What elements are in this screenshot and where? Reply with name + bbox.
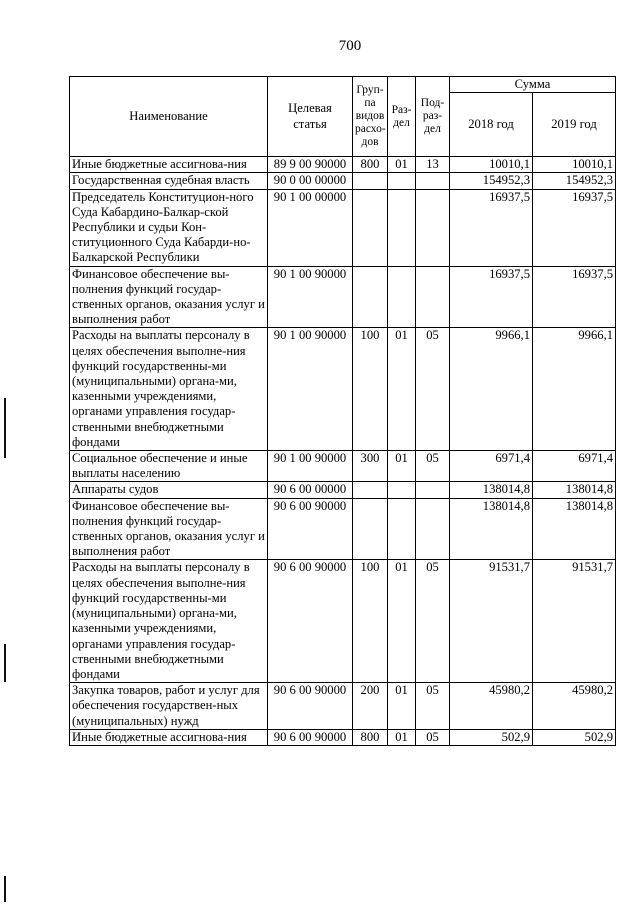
header-group: Груп-па видов расхо-дов (353, 77, 388, 157)
row-name: Расходы на выплаты персоналу в целях обеспечения выполне-ния функций государственны-ми (муниципальными) органа-ми, казенными учреждениями, органами управления государ-ственными внебюджетными фондами (70, 328, 268, 451)
row-group (353, 173, 388, 189)
row-amount-2018: 138014,8 (450, 498, 533, 560)
row-group (353, 189, 388, 266)
row-target: 90 6 00 90000 (268, 683, 353, 730)
row-amount-2018: 10010,1 (450, 157, 533, 173)
row-section (388, 498, 416, 560)
row-amount-2019: 16937,5 (533, 266, 616, 328)
row-name: Аппараты судов (70, 482, 268, 498)
row-name: Закупка товаров, работ и услуг для обеспечения государствен-ных (муниципальных) нужд (70, 683, 268, 730)
table-row (70, 157, 616, 173)
header-section: Раз-дел (388, 77, 416, 157)
row-target: 90 6 00 00000 (268, 482, 353, 498)
row-subsection (416, 498, 450, 560)
row-name: Финансовое обеспечение вы-полнения функций государ-ственных органов, оказания услуг и выполнения работ (70, 498, 268, 560)
row-subsection (416, 482, 450, 498)
table-row (70, 173, 616, 189)
table-row (70, 451, 616, 482)
header-target: Целевая статья (268, 77, 353, 157)
row-group: 100 (353, 328, 388, 451)
row-section: 01 (388, 683, 416, 730)
scan-artifact-middle (4, 644, 6, 682)
budget-table (69, 76, 616, 746)
row-section: 01 (388, 451, 416, 482)
row-section: 01 (388, 729, 416, 745)
row-group (353, 498, 388, 560)
row-target: 90 1 00 90000 (268, 328, 353, 451)
row-name: Председатель Конституцион-ного Суда Кабардино-Балкар-ской Республики и судьи Кон-ституционного Суда Кабарди-но-Балкарской Республики (70, 189, 268, 266)
row-target: 90 1 00 00000 (268, 189, 353, 266)
row-amount-2018: 45980,2 (450, 683, 533, 730)
row-target: 90 6 00 90000 (268, 560, 353, 683)
row-subsection: 05 (416, 451, 450, 482)
row-amount-2019: 138014,8 (533, 498, 616, 560)
row-group: 300 (353, 451, 388, 482)
row-amount-2019: 6971,4 (533, 451, 616, 482)
row-subsection (416, 189, 450, 266)
row-target: 90 0 00 00000 (268, 173, 353, 189)
row-group (353, 266, 388, 328)
row-target: 89 9 00 90000 (268, 157, 353, 173)
row-amount-2019: 45980,2 (533, 683, 616, 730)
row-section: 01 (388, 328, 416, 451)
scan-artifact-top (4, 398, 6, 458)
row-subsection: 13 (416, 157, 450, 173)
table-row (70, 266, 616, 328)
row-amount-2019: 16937,5 (533, 189, 616, 266)
table-row (70, 560, 616, 683)
table-row (70, 729, 616, 745)
row-group: 200 (353, 683, 388, 730)
row-name: Иные бюджетные ассигнова-ния (70, 729, 268, 745)
row-amount-2019: 502,9 (533, 729, 616, 745)
page-number: 700 (338, 38, 362, 54)
row-subsection: 05 (416, 729, 450, 745)
row-group: 800 (353, 157, 388, 173)
row-amount-2018: 6971,4 (450, 451, 533, 482)
row-amount-2019: 10010,1 (533, 157, 616, 173)
table-row (70, 189, 616, 266)
row-amount-2018: 16937,5 (450, 189, 533, 266)
table-row (70, 683, 616, 730)
header-year-2018: 2018 год (450, 93, 533, 157)
header-year-2019: 2019 год (533, 93, 616, 157)
row-subsection: 05 (416, 560, 450, 683)
row-section (388, 266, 416, 328)
row-subsection: 05 (416, 328, 450, 451)
row-target: 90 1 00 90000 (268, 451, 353, 482)
row-target: 90 1 00 90000 (268, 266, 353, 328)
row-amount-2018: 9966,1 (450, 328, 533, 451)
row-subsection (416, 266, 450, 328)
row-name: Расходы на выплаты персоналу в целях обеспечения выполне-ния функций государственны-ми (муниципальными) органа-ми, казенными учреждениями, органами управления государ-ственными внебюджетными фондами (70, 560, 268, 683)
row-group: 100 (353, 560, 388, 683)
row-amount-2018: 138014,8 (450, 482, 533, 498)
table-row (70, 482, 616, 498)
row-name: Государственная судебная власть (70, 173, 268, 189)
row-section: 01 (388, 157, 416, 173)
table-row (70, 498, 616, 560)
row-section (388, 189, 416, 266)
header-sum: Сумма (450, 77, 616, 93)
row-amount-2019: 91531,7 (533, 560, 616, 683)
row-amount-2019: 9966,1 (533, 328, 616, 451)
row-name: Социальное обеспечение и иные выплаты населению (70, 451, 268, 482)
row-subsection: 05 (416, 683, 450, 730)
row-section: 01 (388, 560, 416, 683)
row-amount-2018: 91531,7 (450, 560, 533, 683)
row-amount-2019: 138014,8 (533, 482, 616, 498)
row-group: 800 (353, 729, 388, 745)
row-subsection (416, 173, 450, 189)
row-amount-2019: 154952,3 (533, 173, 616, 189)
row-group (353, 482, 388, 498)
row-amount-2018: 502,9 (450, 729, 533, 745)
row-name: Иные бюджетные ассигнова-ния (70, 157, 268, 173)
row-name: Финансовое обеспечение вы-полнения функций государ-ственных органов, оказания услуг и выполнения работ (70, 266, 268, 328)
row-amount-2018: 16937,5 (450, 266, 533, 328)
row-section (388, 482, 416, 498)
scan-artifact-bottom (4, 876, 6, 902)
header-name: Наименование (70, 77, 268, 157)
header-subsection: Под-раз-дел (416, 77, 450, 157)
table-row (70, 328, 616, 451)
row-amount-2018: 154952,3 (450, 173, 533, 189)
row-target: 90 6 00 90000 (268, 498, 353, 560)
row-section (388, 173, 416, 189)
row-target: 90 6 00 90000 (268, 729, 353, 745)
